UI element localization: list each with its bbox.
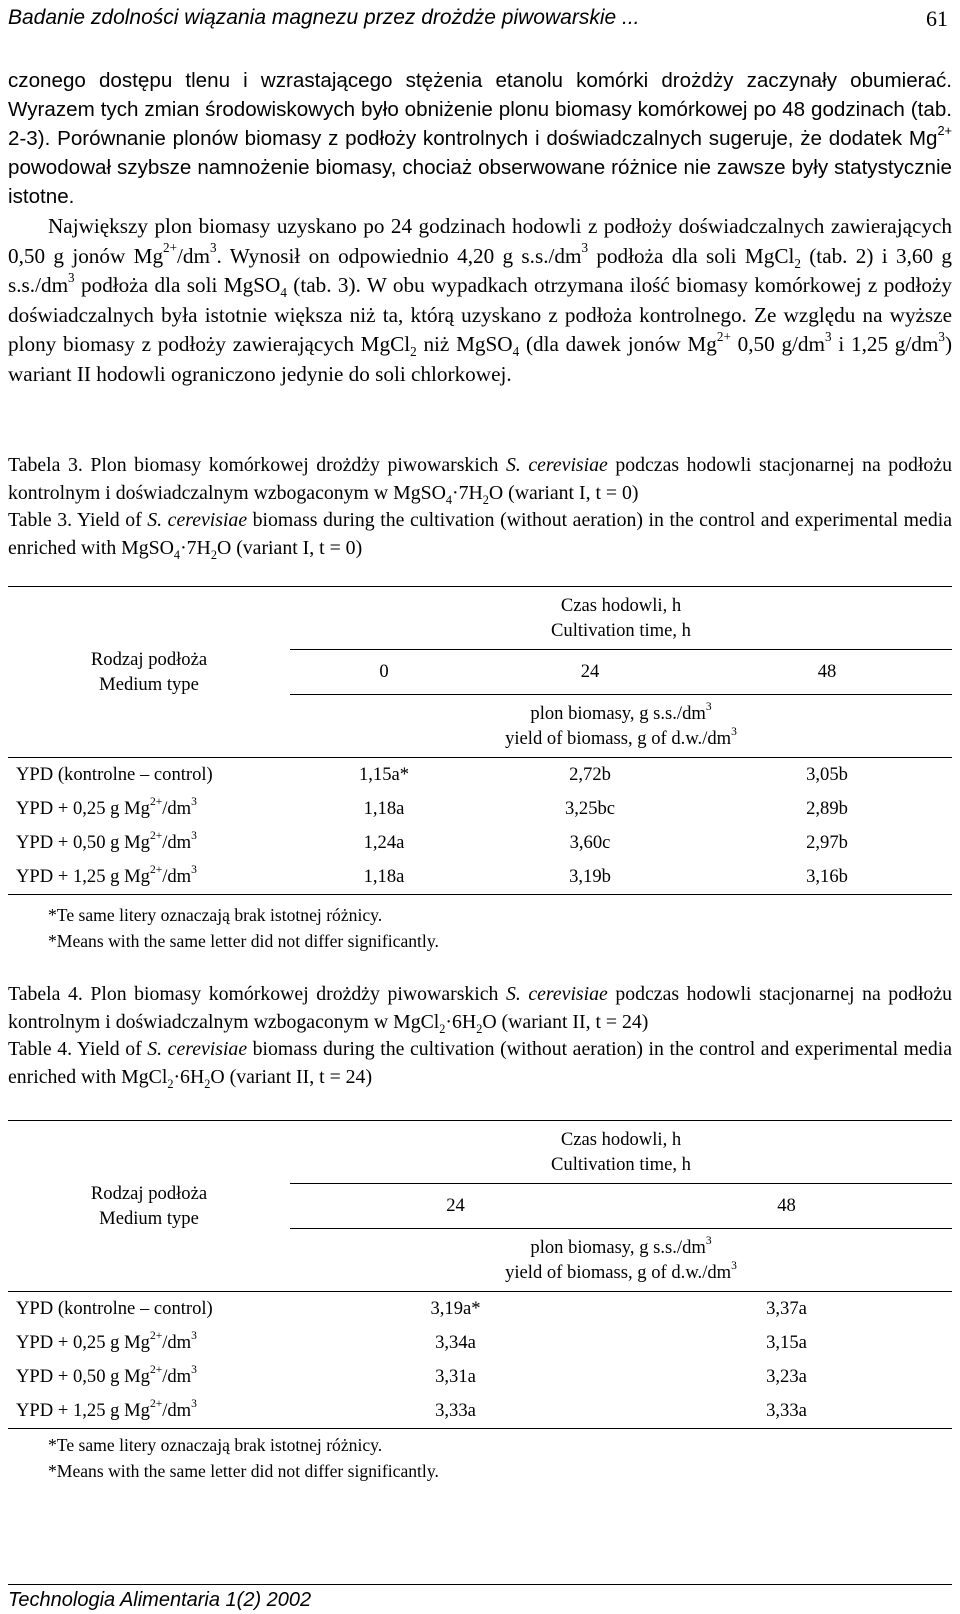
table-row [8, 758, 952, 793]
text-run: yield of biomass, g of d.w./dm [505, 1262, 732, 1283]
text-run: i 1,25 g/dm [831, 332, 939, 356]
species-name: S. cerevisiae [505, 454, 608, 476]
journal-name: Technologia Alimentaria 1(2) 2002 [8, 1589, 312, 1611]
superscript: 2+ [149, 1364, 163, 1377]
text-run: /dm [162, 866, 192, 887]
row-label [8, 1326, 290, 1360]
subscript: 2 [794, 255, 801, 271]
subscript: 4 [512, 344, 520, 360]
text-run: (tab. 2) i 3,60 g s.s./dm [8, 243, 952, 297]
header-text: Cultivation time, h [551, 620, 691, 641]
table-row [8, 1326, 952, 1360]
cultivation-time-header [290, 1121, 952, 1184]
cell-value: 3,33a [621, 1394, 952, 1429]
superscript: 3 [705, 1235, 712, 1248]
column-header: 0 [290, 650, 478, 695]
body-paragraph-2 [8, 212, 952, 389]
subscript: 4 [173, 547, 181, 562]
text-run: 0,50 g/dm [730, 332, 825, 356]
text-run: /dm [162, 1366, 192, 1387]
header-text: Czas hodowli, h [560, 595, 682, 616]
caption-english [8, 1036, 952, 1091]
cell-value: 2,72b [478, 758, 702, 793]
header-text: Cultivation time, h [551, 1154, 691, 1175]
table-row [8, 826, 952, 860]
footnote-text: *Means with the same letter did not differ significantly. [48, 1461, 439, 1481]
caption-polish [8, 452, 952, 507]
running-title: Badanie zdolności wiązania magnezu przez drożdże piwowarskie ... [8, 6, 640, 29]
text-run: yield of biomass, g of d.w./dm [505, 728, 732, 749]
header-text: Czas hodowli, h [560, 1129, 682, 1150]
text-run: /dm [177, 243, 210, 268]
text-run: /dm [162, 1332, 192, 1353]
header-text [290, 1260, 952, 1285]
column-header: 48 [702, 650, 952, 695]
table-row [8, 860, 952, 895]
text-run: O (wariant II, t = 24) [482, 1010, 649, 1033]
text-run: podczas hodowli stacjonarnej na podłożu kontrolnym i doświadczalnym wzbogaconym w MgSO [8, 454, 952, 504]
table-4 [8, 1120, 952, 1429]
species-name: S. cerevisiae [147, 509, 248, 531]
header-text: Medium type [99, 674, 199, 695]
text-run: YPD + 1,25 g Mg [16, 1400, 150, 1421]
text-run: plon biomasy, g s.s./dm [530, 1237, 706, 1258]
table-row [8, 1394, 952, 1429]
yield-unit-header [290, 695, 952, 758]
superscript: 2+ [149, 796, 163, 809]
species-name: S. cerevisiae [505, 983, 608, 1005]
header-text [290, 1235, 952, 1260]
superscript: 2+ [149, 1330, 163, 1343]
column-header: 24 [290, 1184, 621, 1229]
text-run: YPD + 0,50 g Mg [16, 832, 150, 853]
row-label [8, 860, 290, 895]
text-run: Table 3. Yield of [8, 509, 148, 531]
text-run: /dm [162, 798, 192, 819]
subscript: 2 [482, 492, 489, 507]
row-label [8, 1360, 290, 1394]
subscript: 2 [210, 547, 217, 562]
text-run: Tabela 3. Plon biomasy komórkowej drożdży piwowarskich [8, 454, 506, 476]
text-run: YPD + 0,25 g Mg [16, 798, 150, 819]
text-run: (dla dawek jonów Mg [519, 332, 717, 356]
table-4-caption [8, 981, 952, 1091]
table-row [8, 1292, 952, 1327]
text-run: podczas hodowli stacjonarnej na podłożu kontrolnym i doświadczalnym wzbogaconym w MgCl [8, 983, 952, 1033]
superscript: 2+ [163, 240, 178, 256]
superscript: 3 [705, 701, 712, 714]
superscript: 3 [191, 1398, 197, 1411]
table-row [8, 792, 952, 826]
text-run: Tabela 4. Plon biomasy komórkowej drożdży piwowarskich [8, 983, 506, 1005]
cell-value: 1,15a* [290, 758, 478, 793]
cell-value: 3,60c [569, 832, 611, 853]
column-header: 48 [621, 1184, 952, 1229]
cell-value: 3,25bc [564, 798, 616, 819]
page-number: 61 [926, 6, 948, 31]
text-run: (tab. 3). W obu wypadkach otrzymana ilość biomasy komórkowej z podłoży doświadczalnych była istotnie większa niż ta, którą uzyskano z podłoża kontrolnego. Ze względu na wyższe plony biomasy z podłoży zawierających MgCl [8, 273, 952, 356]
medium-type-header [8, 1121, 290, 1292]
superscript: 2+ [149, 1398, 163, 1411]
cell-value: 1,18a [363, 798, 405, 819]
cell-value: 1,18a [290, 860, 478, 895]
superscript: 3 [191, 864, 197, 877]
text-run: O (wariant I, t = 0) [488, 481, 639, 504]
body-paragraph-1 [8, 66, 952, 211]
text-run: . Wynosił on odpowiednio 4,20 g s.s./dm [216, 243, 582, 268]
text-run: YPD + 1,25 g Mg [16, 866, 150, 887]
caption-english [8, 507, 952, 562]
text-run: YPD + 0,50 g Mg [16, 1366, 150, 1387]
cell-value: 3,19a* [290, 1292, 621, 1327]
superscript: 2+ [149, 830, 163, 843]
text-run: Największy plon biomasy uzyskano po 24 godzinach hodowli z podłoży doświadczalnych zawierających 0,50 g jonów Mg [8, 214, 952, 268]
superscript: 3 [68, 269, 75, 285]
header-text: Rodzaj podłoża [90, 1183, 208, 1204]
superscript: 2+ [716, 328, 731, 344]
caption-polish [8, 981, 952, 1036]
cell-value: 3,31a [435, 1366, 476, 1387]
text-run: /dm [162, 1400, 192, 1421]
cell-value: 3,16b [702, 860, 952, 895]
cell-value: 3,19b [478, 860, 702, 895]
table-3-caption [8, 452, 952, 562]
text-run: ·6H [445, 1010, 477, 1033]
table-3-footnote [48, 902, 439, 954]
species-name: S. cerevisiae [147, 1038, 248, 1060]
text-run: czonego dostępu tlenu i wzrastającego stężenia etanolu komórki drożdży zaczynały obumierać. Wyrazem tych zmian środowiskowych było obniżenie plonu biomasy komórkowej po 48 godzinach (tab. 2-3). Porównanie plonów biomasy z podłoży kontrolnych i doświadczalnych sugeruje, że dodatek Mg [8, 69, 952, 150]
subscript: 2 [204, 1076, 211, 1091]
row-label [8, 826, 290, 860]
footnote-text: *Te same litery oznaczają brak istotnej różnicy. [48, 905, 383, 925]
text-run: podłoża dla soli MgSO [74, 273, 281, 297]
subscript: 4 [445, 492, 453, 507]
header-text [290, 726, 952, 751]
text-run: Table 4. Yield of [8, 1038, 148, 1060]
cell-value: 3,33a [290, 1394, 621, 1429]
superscript: 2+ [937, 123, 952, 139]
superscript: 3 [825, 328, 832, 344]
yield-unit-header [290, 1229, 952, 1292]
text-run: podłoża dla soli MgCl [588, 243, 795, 268]
cell-value: 3,37a [621, 1292, 952, 1327]
cultivation-time-header [290, 587, 952, 650]
running-footer [8, 1584, 952, 1612]
subscript: 2 [476, 1021, 483, 1036]
row-label [8, 792, 290, 826]
subscript: 2 [439, 1021, 446, 1036]
superscript: 3 [209, 240, 217, 256]
text-run: powodował szybsze namnożenie biomasy, chociaż obserwowane różnice nie zawsze były statystycznie istotne. [8, 156, 952, 208]
text-run: biomass during the cultivation (without aeration) in the control and experimental media enriched with MgSO [8, 509, 952, 559]
text-run: YPD + 0,25 g Mg [16, 1332, 150, 1353]
cell-value: 3,23a [766, 1366, 807, 1387]
cell-value: 3,15a [766, 1332, 807, 1353]
paper-page [8, 0, 952, 1614]
footnote-text: *Te same litery oznaczają brak istotnej różnicy. [48, 1435, 383, 1455]
superscript: 3 [581, 240, 589, 256]
row-label [8, 1394, 290, 1429]
subscript: 2 [410, 344, 417, 360]
running-header [8, 6, 952, 36]
column-header: 24 [478, 650, 702, 695]
text-run: ) wariant II hodowli ograniczono jedynie do soli chlorkowej. [8, 332, 952, 386]
superscript: 3 [191, 830, 197, 843]
cell-value: 3,05b [702, 758, 952, 793]
superscript: 3 [731, 726, 737, 739]
superscript: 3 [191, 1330, 197, 1343]
header-text [290, 701, 952, 726]
footnote-text: *Means with the same letter did not differ significantly. [48, 931, 439, 951]
text-run: ·7H [180, 536, 211, 559]
row-label: YPD (kontrolne – control) [8, 758, 290, 793]
text-run: plon biomasy, g s.s./dm [530, 703, 706, 724]
text-run: ·6H [173, 1065, 205, 1088]
text-run: O (variant I, t = 0) [216, 536, 363, 559]
row-label: YPD (kontrolne – control) [8, 1292, 290, 1327]
table-3 [8, 586, 952, 895]
header-text: Medium type [99, 1208, 199, 1229]
text-run: O (variant II, t = 24) [210, 1065, 373, 1088]
medium-type-header [8, 587, 290, 758]
cell-value: 2,89b [806, 798, 848, 819]
cell-value: 1,24a [363, 832, 405, 853]
text-run: biomass during the cultivation (without aeration) in the control and experimental media enriched with MgCl [8, 1038, 952, 1088]
table-4-footnote [48, 1432, 439, 1484]
superscript: 3 [191, 1364, 197, 1377]
subscript: 4 [280, 285, 287, 301]
superscript: 3 [191, 796, 197, 809]
superscript: 3 [731, 1260, 737, 1273]
table-row [8, 1360, 952, 1394]
text-run: /dm [162, 832, 192, 853]
cell-value: 3,34a [435, 1332, 476, 1353]
superscript: 3 [938, 328, 945, 344]
header-text: Rodzaj podłoża [90, 649, 208, 670]
cell-value: 2,97b [806, 832, 848, 853]
text-run: ·7H [452, 481, 483, 504]
subscript: 2 [167, 1076, 174, 1091]
text-run: niż MgSO [416, 332, 513, 356]
superscript: 2+ [149, 864, 163, 877]
